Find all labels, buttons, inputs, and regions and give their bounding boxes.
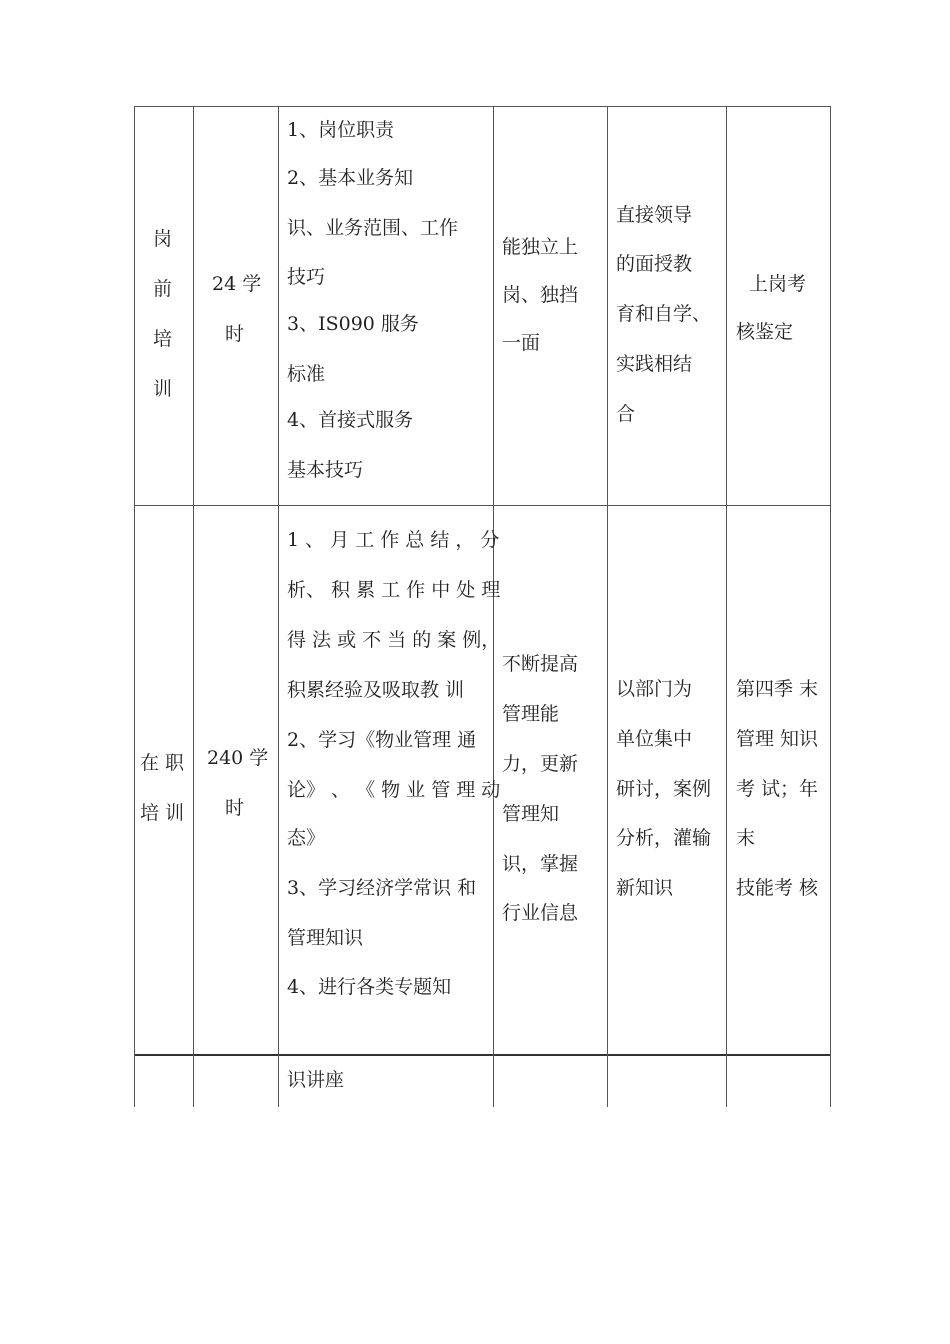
goal-text: 管理能 (502, 703, 560, 725)
column-divider-3 (493, 106, 494, 1107)
content-line: 2、学习《物业管理 通 (287, 729, 477, 751)
method-text: 的面授教 (616, 253, 693, 275)
content-line: 1、岗位职责 (287, 119, 395, 141)
method-text: 合 (616, 403, 636, 425)
method-text: 研讨，案例 (616, 778, 712, 800)
table-right-border (830, 106, 831, 1107)
goal-text: 识，掌握 (502, 853, 579, 875)
category-text: 培 训 (140, 802, 185, 824)
column-divider-1 (193, 106, 194, 1107)
assessment-text: 管理 知识 (736, 728, 819, 750)
content-line: 态》 (287, 827, 326, 849)
hours-text: 时 (225, 797, 245, 819)
assessment-text: 考 试；年 (736, 778, 819, 800)
content-line: 4、首接式服务 (287, 409, 414, 431)
assessment-text: 技能考 核 (736, 877, 819, 899)
assessment-text: 上岗考 (749, 273, 807, 295)
method-text: 实践相结 (616, 353, 693, 375)
goal-text: 岗、独挡 (502, 284, 579, 306)
goal-text: 管理知 (502, 803, 560, 825)
content-line: 识、业务范围、工作 (287, 217, 459, 239)
column-divider-5 (726, 106, 727, 1107)
category-text: 培 (153, 328, 173, 350)
method-text: 单位集中 (616, 728, 693, 750)
method-text: 分析，灌输 (616, 827, 712, 849)
content-line: 标准 (287, 363, 326, 385)
goal-text: 能独立上 (502, 236, 579, 258)
content-line: 得 法 或 不 当 的 案 例， (287, 629, 501, 651)
content-line: 技巧 (287, 266, 326, 288)
content-line: 积累经验及吸取教 训 (287, 679, 465, 701)
method-text: 育和自学、 (616, 303, 712, 325)
content-line: 基本技巧 (287, 459, 364, 481)
hours-text: 24 学 (212, 273, 262, 295)
content-line: 管理知识 (287, 927, 364, 949)
assessment-text: 末 (736, 827, 756, 849)
hours-text: 时 (225, 323, 245, 345)
content-line: 3、IS090 服务 (287, 313, 419, 335)
hours-text: 240 学 (207, 747, 269, 769)
category-text: 岗 (153, 228, 173, 250)
content-line: 论》 、 《 物 业 管 理 动 (287, 779, 501, 801)
category-text: 训 (153, 378, 173, 400)
assessment-text: 第四季 末 (736, 678, 819, 700)
content-line: 3、学习经济学常识 和 (287, 877, 477, 899)
method-text: 新知识 (616, 877, 674, 899)
column-divider-4 (607, 106, 608, 1107)
assessment-text: 核鉴定 (736, 321, 794, 343)
goal-text: 力，更新 (502, 753, 579, 775)
content-line: 识讲座 (287, 1069, 345, 1091)
method-text: 直接领导 (616, 204, 693, 226)
category-text: 前 (153, 278, 173, 300)
goal-text: 不断提高 (502, 653, 579, 675)
column-divider-2 (278, 106, 279, 1107)
content-line: 2、基本业务知 (287, 167, 414, 189)
method-text: 以部门为 (616, 678, 693, 700)
content-line: 1 、 月 工 作 总 结 ， 分 (287, 529, 500, 551)
goal-text: 一面 (502, 332, 541, 354)
content-line: 析、 积 累 工 作 中 处 理 (287, 579, 501, 601)
table-left-border (134, 106, 135, 1107)
content-line: 4、进行各类专题知 (287, 976, 452, 998)
goal-text: 行业信息 (502, 902, 579, 924)
category-text: 在 职 (140, 752, 185, 774)
